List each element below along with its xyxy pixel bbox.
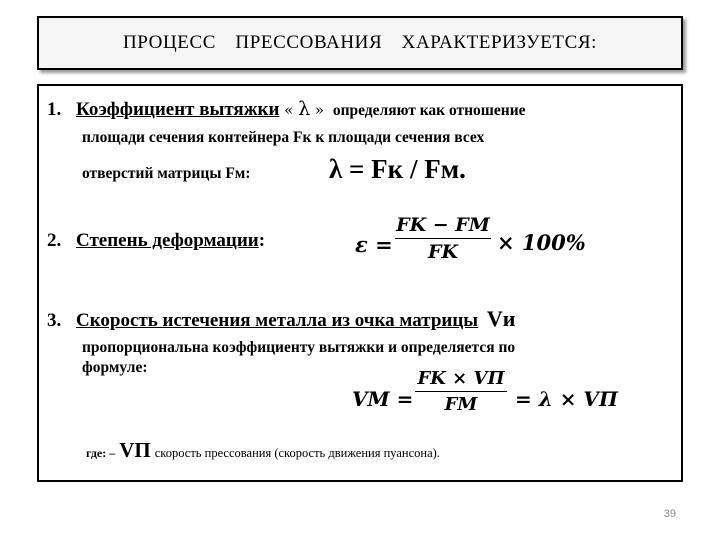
- item3-formula-lhs: VM =: [352, 387, 414, 411]
- item3-denominator: FM: [444, 394, 478, 415]
- item3-line2: пропорциональна коэффициенту вытяжки и определяется по: [82, 339, 516, 356]
- item3-number: 3.: [47, 310, 62, 331]
- item3-formula-rhs: = λ × VП: [515, 387, 618, 411]
- item2-fraction-bar: [395, 238, 491, 239]
- item1-line1-rest: определяют как отношение: [332, 102, 526, 119]
- item2-numerator: FK − FM: [396, 214, 490, 236]
- item1-line1: [47, 98, 526, 121]
- item2-line: [47, 230, 265, 252]
- item1-lambda: λ: [298, 98, 311, 120]
- item3-note-prefix: где: –: [86, 446, 116, 460]
- item2-formula-fraction: [395, 214, 491, 263]
- item1-line3: отверстий матрицы Fм:: [82, 165, 251, 182]
- item1-formula: λ = Fк / Fм.: [329, 154, 466, 184]
- content-box: [37, 84, 683, 482]
- item3-note-symbol: VП: [119, 438, 151, 462]
- item3-fraction-bar: [415, 391, 507, 392]
- item3-line3: формуле:: [82, 359, 148, 376]
- item2-heading: Степень деформации: [76, 230, 259, 251]
- item3-note-text: скорость прессования (скорость движения пуансона).: [154, 446, 440, 460]
- item3-numerator: FK × VП: [417, 368, 505, 389]
- item3-symbol: Vи: [486, 306, 516, 331]
- item3-heading: Скорость истечения металла из очка матрицы: [76, 310, 479, 331]
- item2-formula-rhs: × 100%: [497, 230, 586, 255]
- item2-formula-lhs: ε =: [355, 232, 393, 257]
- item1-quote-close: »: [314, 101, 325, 119]
- item3-note: [86, 438, 440, 463]
- title-box: [37, 16, 683, 70]
- item1-quote-open: «: [284, 101, 294, 119]
- item2-colon: :: [258, 230, 266, 251]
- page-number: 39: [663, 508, 676, 520]
- item3-line1: [47, 306, 515, 332]
- item1-number: 1.: [47, 99, 62, 120]
- item1-line2: площади сечения контейнера Fк к площади сечения всех: [82, 129, 485, 146]
- item3-formula-fraction: [415, 368, 507, 415]
- item1-heading: Коэффициент вытяжки: [76, 99, 280, 120]
- item2-denominator: FK: [427, 241, 458, 263]
- slide-title: ПРОЦЕСС ПРЕССОВАНИЯ ХАРАКТЕРИЗУЕТСЯ:: [122, 32, 598, 53]
- item2-number: 2.: [47, 230, 62, 251]
